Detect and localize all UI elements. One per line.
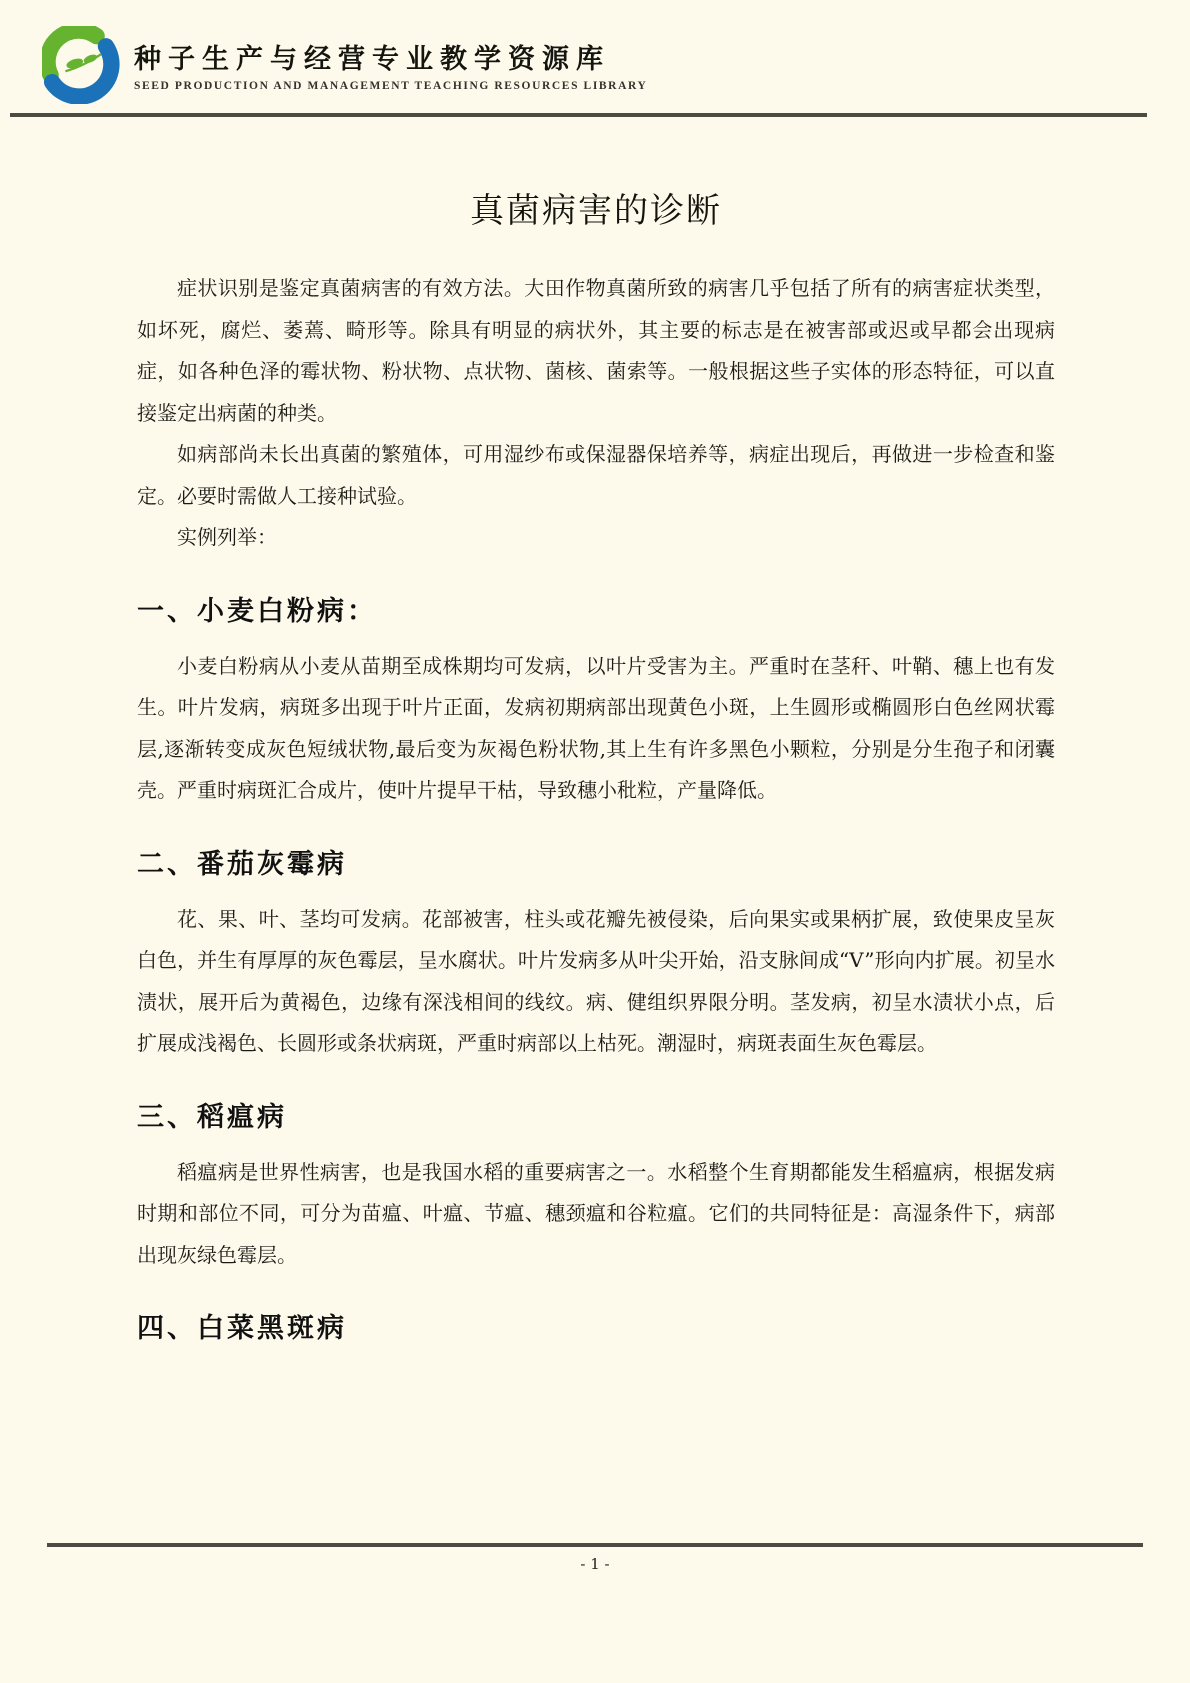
page-number: - 1 -	[580, 1555, 610, 1573]
document-content	[137, 183, 1055, 1345]
section-heading-3: 三、稻瘟病	[137, 1101, 287, 1133]
section-heading-1: 一、小麦白粉病：	[137, 595, 377, 627]
seed-swirl-logo-icon	[42, 26, 120, 104]
logo-blue-swirl	[52, 46, 111, 96]
section-body-1: 小麦白粉病从小麦从苗期至成株期均可发病，以叶片受害为主。严重时在茎秆、叶鞘、穗上也有发生。叶片发病，病斑多出现于叶片正面，发病初期病部出现黄色小斑，上生圆形或椭圆形白色丝网状霉层,逐渐转变成灰色短绒状物,最后变为灰褐色粉状物,其上生有许多黑色小颗粒，分别是分生孢子和闭囊壳。严重时病斑汇合成片，使叶片提早干枯，导致穗小秕粒，产量降低。	[137, 653, 1055, 802]
site-header	[0, 0, 1190, 104]
section-heading-2: 二、番茄灰霉病	[137, 848, 347, 880]
intro-paragraph-1: 症状识别是鉴定真菌病害的有效方法。大田作物真菌所致的病害几乎包括了所有的病害症状类型，如坏死，腐烂、萎蔫、畸形等。除具有明显的病状外，其主要的标志是在被害部或迟或早都会出现病症，如各种色泽的霉状物、粉状物、点状物、菌核、菌索等。一般根据这些子实体的形态特征，可以直接鉴定出病菌的种类。	[137, 276, 1055, 425]
header-text	[134, 38, 647, 91]
header-title-en: SEED PRODUCTION AND MANAGEMENT TEACHING RESOURCES LIBRARY	[134, 79, 648, 92]
document-title: 真菌病害的诊断	[470, 191, 722, 231]
intro-paragraph-2: 如病部尚未长出真菌的繁殖体，可用湿纱布或保湿器保培养等，病症出现后，再做进一步检查和鉴定。必要时需做人工接种试验。	[137, 442, 1055, 508]
header-title-cn: 种子生产与经营专业教学资源库	[134, 44, 610, 76]
section-body-2: 花、果、叶、茎均可发病。花部被害，柱头或花瓣先被侵染，后向果实或果柄扩展，致使果皮呈灰白色，并生有厚厚的灰色霉层，呈水腐状。叶片发病多从叶尖开始，沿支脉间成“V”形向内扩展。初呈水渍状，展开后为黄褐色，边缘有深浅相间的线纹。病、健组织界限分明。茎发病，初呈水渍状小点，后扩展成浅褐色、长圆形或条状病斑，严重时病部以上枯死。潮湿时，病斑表面生灰色霉层。	[137, 906, 1055, 1055]
section-body-3: 稻瘟病是世界性病害，也是我国水稻的重要病害之一。水稻整个生育期都能发生稻瘟病，根据发病时期和部位不同，可分为苗瘟、叶瘟、节瘟、穗颈瘟和谷粒瘟。它们的共同特征是：高湿条件下，病部出现灰绿色霉层。	[137, 1159, 1055, 1267]
page-footer	[0, 1543, 1190, 1573]
footer-divider	[47, 1543, 1143, 1547]
header-divider	[10, 113, 1147, 117]
section-heading-4: 四、白菜黑斑病	[137, 1313, 347, 1344]
intro-paragraph-3: 实例列举：	[177, 525, 277, 549]
